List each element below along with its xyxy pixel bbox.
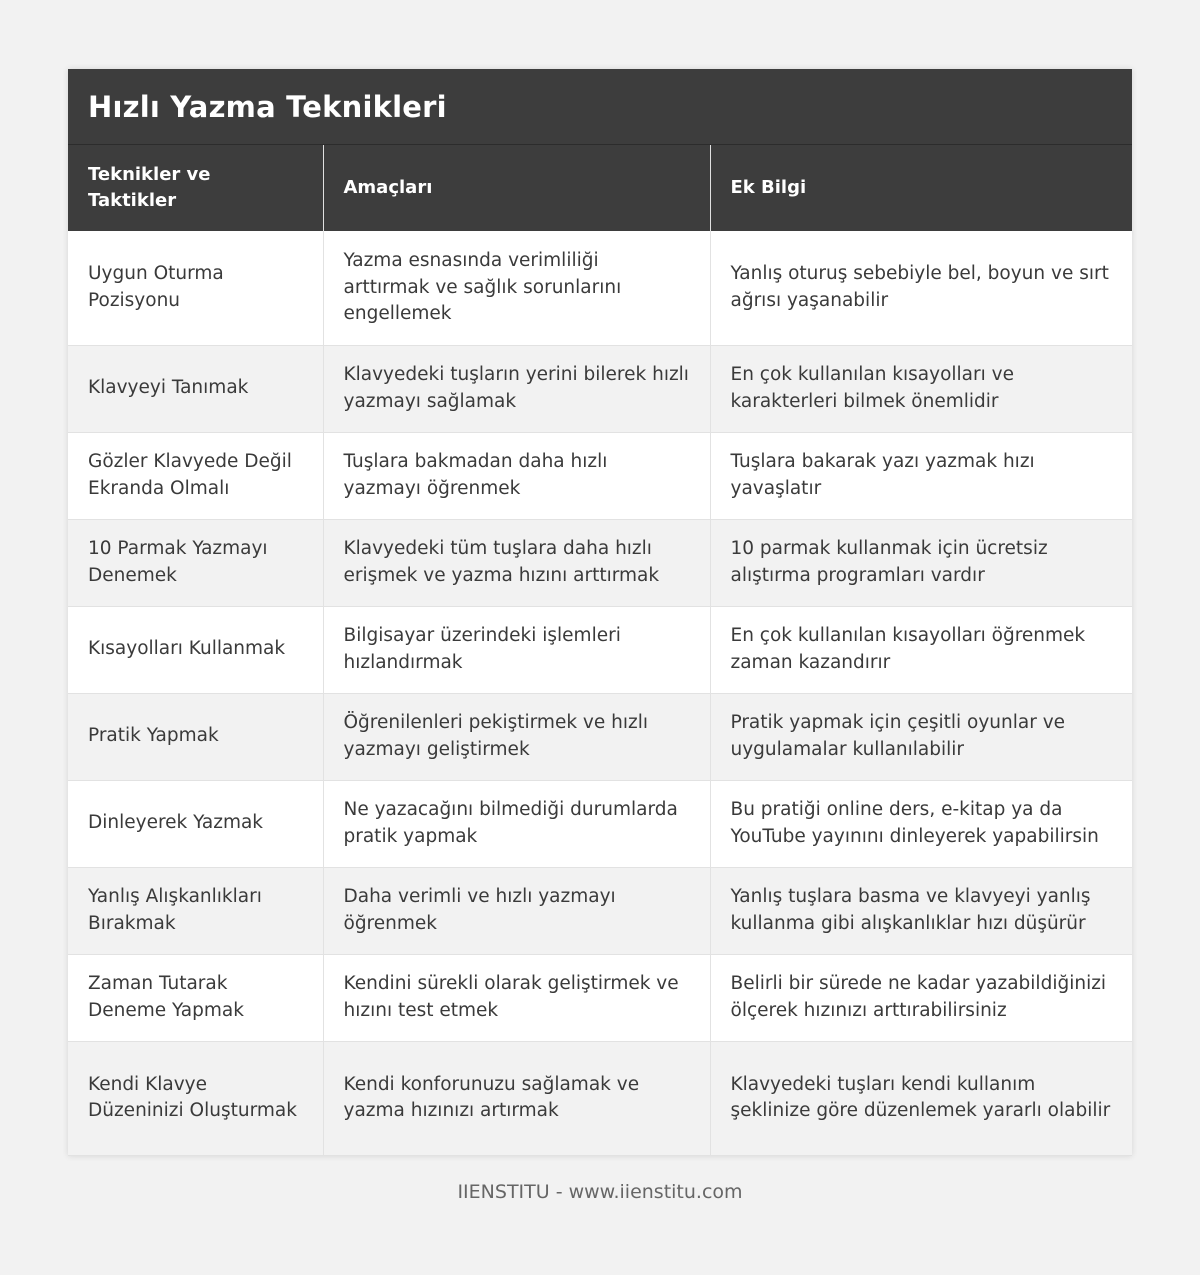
cell-technique: Dinleyerek Yazmak [68,780,323,867]
header-row [68,145,1132,231]
cell-technique: 10 Parmak Yazmayı Denemek [68,519,323,606]
techniques-table [68,145,1132,1156]
table-row [68,867,1132,954]
cell-technique: Yanlış Alışkanlıkları Bırakmak [68,867,323,954]
cell-extra-info: Yanlış tuşlara basma ve klavyeyi yanlış kullanma gibi alışkanlıklar hızı düşürür [710,867,1132,954]
cell-extra-info: Bu pratiği online ders, e-kitap ya da YouTube yayınını dinleyerek yapabilirsin [710,780,1132,867]
cell-technique: Uygun Oturma Pozisyonu [68,231,323,345]
cell-extra-info: Tuşlara bakarak yazı yazmak hızı yavaşlatır [710,432,1132,519]
cell-extra-info: Belirli bir sürede ne kadar yazabildiğinizi ölçerek hızınızı arttırabilirsiniz [710,954,1132,1041]
table-row [68,231,1132,345]
cell-purpose: Klavyedeki tuşların yerini bilerek hızlı yazmayı sağlamak [323,345,710,432]
cell-technique: Gözler Klavyede Değil Ekranda Olmalı [68,432,323,519]
table-title: Hızlı Yazma Teknikleri [88,89,447,124]
cell-purpose: Bilgisayar üzerindeki işlemleri hızlandırmak [323,606,710,693]
cell-purpose: Klavyedeki tüm tuşlara daha hızlı erişmek ve yazma hızını arttırmak [323,519,710,606]
cell-purpose: Kendini sürekli olarak geliştirmek ve hızını test etmek [323,954,710,1041]
table-row [68,693,1132,780]
cell-extra-info: En çok kullanılan kısayolları öğrenmek zaman kazandırır [710,606,1132,693]
cell-extra-info: Klavyedeki tuşları kendi kullanım şeklinize göre düzenlemek yararlı olabilir [710,1041,1132,1155]
column-header-techniques: Teknikler ve Taktikler [68,145,323,231]
cell-technique: Kısayolları Kullanmak [68,606,323,693]
cell-technique: Klavyeyi Tanımak [68,345,323,432]
table-card [68,69,1132,1156]
table-row [68,780,1132,867]
column-header-purposes: Amaçları [323,145,710,231]
table-row [68,606,1132,693]
cell-purpose: Yazma esnasında verimliliği arttırmak ve sağlık sorunlarını engellemek [323,231,710,345]
cell-technique: Pratik Yapmak [68,693,323,780]
table-row [68,345,1132,432]
cell-technique: Kendi Klavye Düzeninizi Oluşturmak [68,1041,323,1155]
cell-purpose: Kendi konforunuzu sağlamak ve yazma hızınızı artırmak [323,1041,710,1155]
table-row [68,519,1132,606]
cell-technique: Zaman Tutarak Deneme Yapmak [68,954,323,1041]
cell-extra-info: 10 parmak kullanmak için ücretsiz alıştırma programları vardır [710,519,1132,606]
footer-source: IIENSTITU - www.iienstitu.com [457,1181,743,1203]
table-title-bar [68,69,1132,145]
cell-extra-info: En çok kullanılan kısayolları ve karakterleri bilmek önemlidir [710,345,1132,432]
cell-extra-info: Yanlış oturuş sebebiyle bel, boyun ve sırt ağrısı yaşanabilir [710,231,1132,345]
table-row [68,954,1132,1041]
column-header-extra-info: Ek Bilgi [710,145,1132,231]
table-row [68,1041,1132,1155]
cell-purpose: Ne yazacağını bilmediği durumlarda pratik yapmak [323,780,710,867]
cell-purpose: Tuşlara bakmadan daha hızlı yazmayı öğrenmek [323,432,710,519]
cell-purpose: Öğrenilenleri pekiştirmek ve hızlı yazmayı geliştirmek [323,693,710,780]
cell-purpose: Daha verimli ve hızlı yazmayı öğrenmek [323,867,710,954]
table-row [68,432,1132,519]
cell-extra-info: Pratik yapmak için çeşitli oyunlar ve uygulamalar kullanılabilir [710,693,1132,780]
